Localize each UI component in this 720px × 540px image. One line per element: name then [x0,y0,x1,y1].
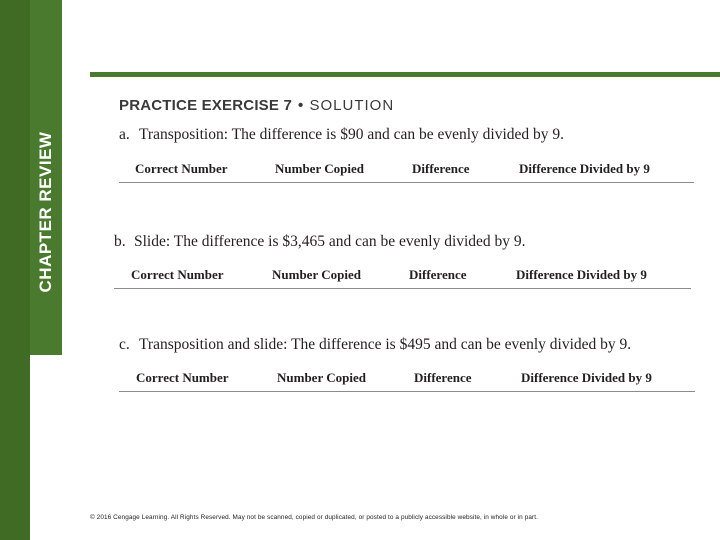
table-header-row-c [119,369,695,392]
page-title [119,97,394,114]
item-text: Transposition: The difference is $90 and can be evenly divided by 9. [139,126,565,143]
col-correct-number: Correct Number [131,267,224,282]
solution-item-c [119,336,631,354]
col-difference-divided: Difference Divided by 9 [516,267,647,282]
sidebar-notch [30,355,62,540]
col-number-copied: Number Copied [277,370,366,385]
chapter-sidebar [0,0,62,540]
item-marker: a. [119,126,130,143]
solution-item-b [114,233,526,251]
col-correct-number: Correct Number [136,370,229,385]
col-difference-divided: Difference Divided by 9 [519,161,650,176]
col-difference: Difference [412,161,470,176]
col-number-copied: Number Copied [272,267,361,282]
title-exercise: PRACTICE EXERCISE 7 [119,97,293,114]
col-difference-divided: Difference Divided by 9 [521,370,652,385]
table-header-row-a [119,160,694,183]
col-difference: Difference [414,370,472,385]
item-text: Slide: The difference is $3,465 and can be evenly divided by 9. [134,233,526,250]
title-bullet: • [298,97,304,114]
header-rule [90,72,720,77]
table-header-row-b [114,266,691,289]
item-marker: c. [119,336,130,353]
copyright-footer: © 2016 Cengage Learning. All Rights Reserved. May not be scanned, copied or duplicated, or posted to a publicly accessible website, in whole or in part. [90,514,538,521]
sidebar-chapter-label: CHAPTER REVIEW [36,131,55,293]
item-text: Transposition and slide: The difference is $495 and can be evenly divided by 9. [139,336,632,353]
col-correct-number: Correct Number [135,161,228,176]
col-number-copied: Number Copied [275,161,364,176]
sidebar-stripe [0,0,30,540]
solution-item-a [119,126,564,144]
item-marker: b. [114,233,126,250]
title-solution: SOLUTION [309,97,395,114]
col-difference: Difference [409,267,467,282]
